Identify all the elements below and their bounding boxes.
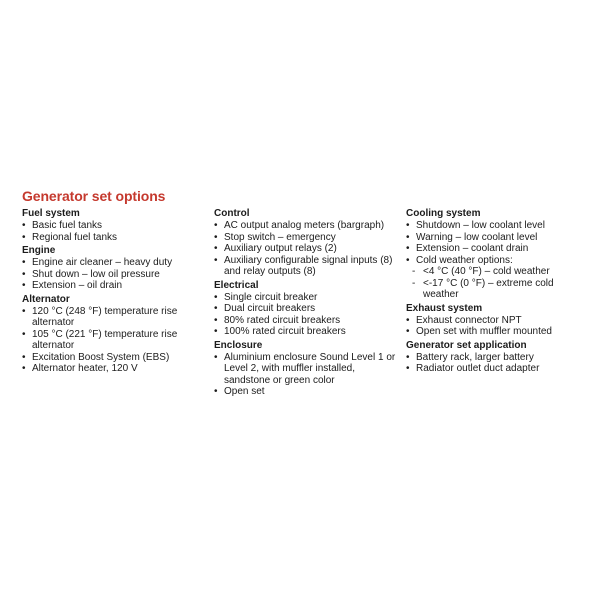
dash-marker: - — [412, 266, 416, 277]
option-list — [22, 220, 205, 243]
section-heading: Engine — [22, 245, 56, 256]
list-item — [214, 292, 397, 304]
bullet-marker: • — [406, 314, 410, 326]
list-item — [406, 363, 582, 375]
bullet-marker: • — [406, 243, 410, 254]
options-columns — [22, 208, 586, 398]
bullet-marker: • — [214, 220, 218, 231]
bullet-marker: • — [214, 254, 218, 266]
bullet-marker: • — [22, 268, 26, 280]
bullet-marker: • — [406, 326, 410, 337]
bullet-marker: • — [214, 314, 218, 326]
options-column-1 — [22, 208, 205, 375]
list-item — [214, 303, 397, 315]
list-item-text: Basic fuel tanks — [32, 220, 103, 231]
list-item — [406, 352, 582, 364]
section-heading: Electrical — [214, 279, 259, 291]
list-item — [214, 232, 397, 244]
section-heading: Control — [214, 208, 250, 219]
list-item-text: Regional fuel tanks — [32, 231, 118, 243]
list-item — [22, 269, 205, 281]
option-list — [406, 352, 582, 375]
bullet-marker: • — [22, 231, 26, 243]
list-item-text: Engine air cleaner – heavy duty — [32, 257, 173, 268]
section-heading: Generator set application — [406, 339, 527, 351]
bullet-marker: • — [406, 231, 410, 243]
list-item — [406, 326, 582, 338]
list-item-text: Auxiliary output relays (2) — [224, 243, 337, 254]
bullet-marker: • — [214, 351, 218, 363]
list-item-text: Warning – low coolant level — [416, 231, 538, 243]
section-heading: Cooling system — [406, 208, 481, 219]
list-item-text: Alternator heater, 120 V — [32, 363, 138, 374]
bullet-marker: • — [214, 243, 218, 254]
list-item — [22, 306, 205, 329]
bullet-marker: • — [22, 220, 26, 231]
option-list — [406, 220, 582, 301]
bullet-marker: • — [406, 351, 410, 363]
option-list — [22, 306, 205, 375]
list-item-text: 105 °C (221 °F) temperature rise alternator — [32, 328, 178, 351]
list-item-text: 120 °C (248 °F) temperature rise alternator — [32, 305, 178, 328]
list-item-text: Stop switch – emergency — [224, 231, 336, 243]
bullet-marker: • — [214, 303, 218, 314]
bullet-marker: • — [22, 328, 26, 340]
bullet-marker: • — [406, 220, 410, 231]
options-column-3 — [406, 208, 582, 375]
section-heading: Exhaust system — [406, 302, 483, 314]
list-item-text: 100% rated circuit breakers — [224, 326, 346, 337]
section-heading: Alternator — [22, 293, 70, 305]
section-heading: Enclosure — [214, 339, 263, 351]
options-content — [22, 188, 586, 398]
list-item-text: Exhaust connector NPT — [416, 314, 522, 326]
option-list — [214, 220, 397, 278]
page-title: Generator set options — [22, 188, 166, 204]
dash-marker: - — [412, 277, 416, 289]
list-item-text: Auxiliary configurable signal inputs (8) and relay outputs (8) — [224, 254, 393, 277]
list-item — [406, 243, 582, 255]
list-item — [22, 257, 205, 269]
list-item-text: Dual circuit breakers — [224, 303, 316, 314]
list-item-text: Battery rack, larger battery — [416, 351, 534, 363]
list-item-text: 80% rated circuit breakers — [224, 314, 341, 326]
list-item — [22, 329, 205, 352]
option-list — [214, 352, 397, 398]
bullet-marker: • — [22, 363, 26, 374]
list-item — [214, 243, 397, 255]
list-item — [214, 386, 397, 398]
list-item — [406, 266, 582, 278]
bullet-marker: • — [406, 363, 410, 374]
list-item-text: Shut down – low oil pressure — [32, 268, 160, 280]
option-list — [406, 315, 582, 338]
list-item-text: Radiator outlet duct adapter — [416, 363, 540, 374]
list-item — [406, 220, 582, 232]
list-item — [406, 278, 582, 301]
bullet-marker: • — [22, 351, 26, 363]
list-item-text: <-17 °C (0 °F) – extreme cold weather — [423, 277, 554, 300]
list-item-text: <4 °C (40 °F) – cold weather — [423, 266, 550, 277]
bullet-marker: • — [22, 280, 26, 291]
list-item — [214, 220, 397, 232]
list-item — [22, 352, 205, 364]
list-item-text: Extension – oil drain — [32, 280, 123, 291]
list-item — [406, 255, 582, 267]
bullet-marker: • — [214, 291, 218, 303]
section-heading: Fuel system — [22, 208, 80, 219]
option-list — [214, 292, 397, 338]
bullet-marker: • — [22, 305, 26, 317]
list-item — [214, 315, 397, 327]
list-item-text: Cold weather options: — [416, 254, 513, 266]
bullet-marker: • — [22, 257, 26, 268]
list-item — [406, 232, 582, 244]
bullet-marker: • — [214, 326, 218, 337]
list-item — [214, 352, 397, 387]
list-item — [22, 232, 205, 244]
bullet-marker: • — [214, 231, 218, 243]
list-item-text: Excitation Boost System (EBS) — [32, 351, 170, 363]
options-column-2 — [214, 208, 397, 398]
list-item-text: AC output analog meters (bargraph) — [224, 220, 385, 231]
option-list — [22, 257, 205, 292]
list-item-text: Extension – coolant drain — [416, 243, 529, 254]
list-item — [22, 280, 205, 292]
list-item-text: Open set — [224, 386, 265, 397]
list-item — [214, 326, 397, 338]
list-item-text: Aluminium enclosure Sound Level 1 or Level 2, with muffler installed, sandstone or green color — [224, 351, 396, 386]
list-item-text: Open set with muffler mounted — [416, 326, 552, 337]
list-item-text: Single circuit breaker — [224, 291, 318, 303]
bullet-marker: • — [214, 386, 218, 397]
list-item — [406, 315, 582, 327]
list-item — [22, 363, 205, 375]
bullet-marker: • — [406, 254, 410, 266]
list-item-text: Shutdown – low coolant level — [416, 220, 545, 231]
list-item — [214, 255, 397, 278]
list-item — [22, 220, 205, 232]
